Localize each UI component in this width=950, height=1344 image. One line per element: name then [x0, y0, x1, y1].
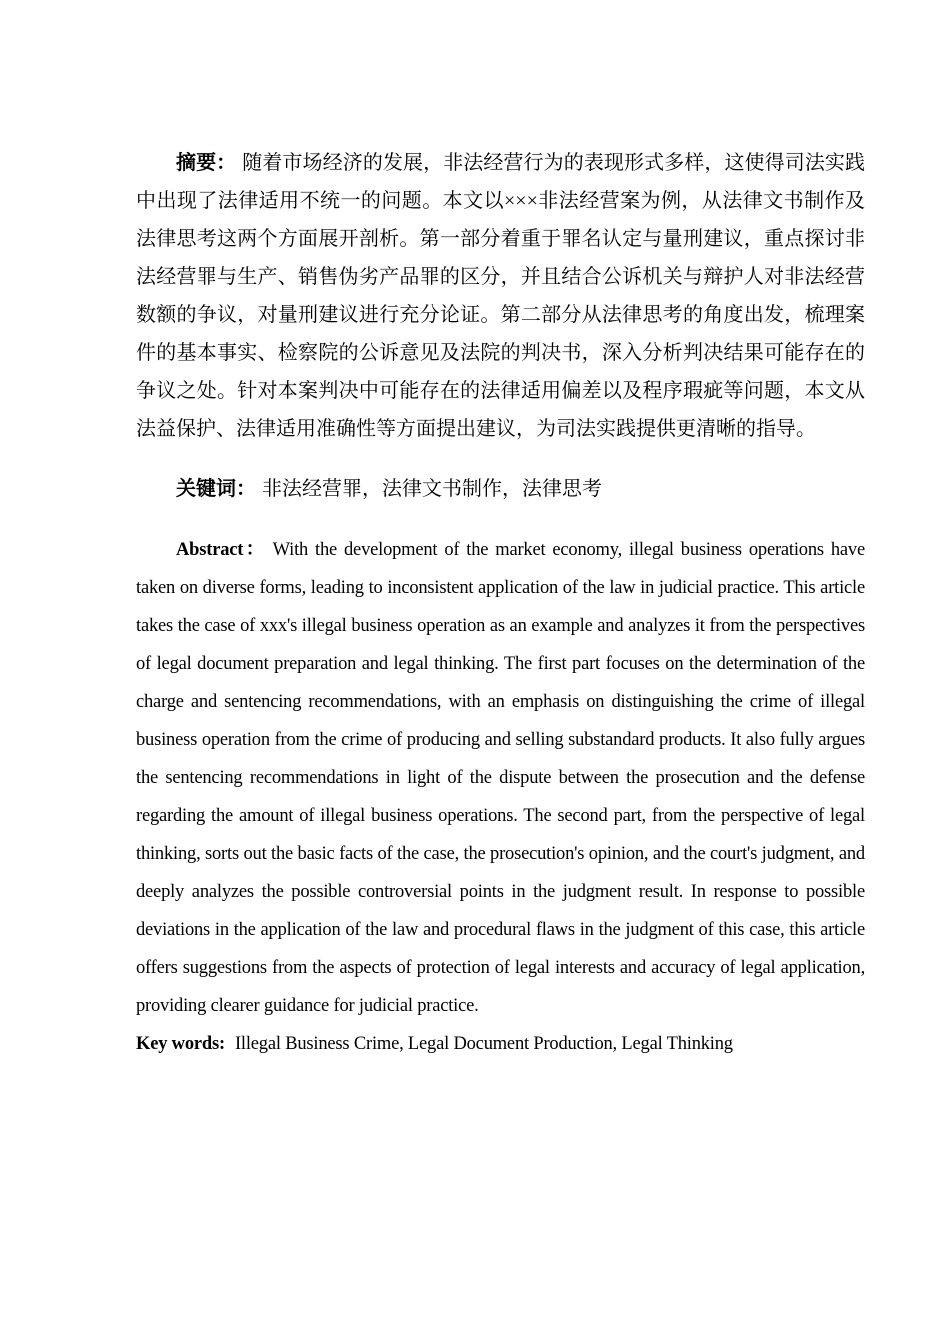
english-keywords-line [136, 1025, 865, 1063]
chinese-keywords-text: 非法经营罪，法律文书制作，法律思考 [262, 478, 602, 500]
english-keywords-label: Key words: [136, 1034, 225, 1054]
english-abstract-label: Abstract： [176, 540, 267, 560]
chinese-keywords-line [136, 470, 865, 508]
english-keywords-text: Illegal Business Crime, Legal Document Production, Legal Thinking [234, 1034, 733, 1054]
english-abstract-paragraph [136, 531, 865, 1025]
chinese-keywords-label: 关键词： [176, 478, 256, 500]
chinese-abstract-label: 摘要： [176, 152, 237, 174]
english-abstract-text: With the development of the market economy, illegal business operations have taken on diverse forms, leading to inconsistent application of the law in judicial practice. This article takes the case of xxx's illegal business operation as an example and analyzes it from the perspectives of legal document preparation and legal thinking. The first part focuses on the determination of the charge and sentencing recommendations, with an emphasis on distinguishing the crime of illegal business operation from the crime of producing and selling substandard products. It also fully argues the sentencing recommendations in light of the dispute between the prosecution and the defense regarding the amount of illegal business operations. The second part, from the perspective of legal thinking, sorts out the basic facts of the case, the prosecution's opinion, and the court's judgment, and deeply analyzes the possible controversial points in the judgment result. In response to possible deviations in the application of the law and procedural flaws in the judgment of this case, this article offers suggestions from the aspects of protection of legal interests and accuracy of legal application, providing clearer guidance for judicial practice. [136, 540, 865, 1016]
chinese-abstract-paragraph [136, 144, 865, 448]
chinese-abstract-text: 随着市场经济的发展，非法经营行为的表现形式多样，这使得司法实践中出现了法律适用不统一的问题。本文以×××非法经营案为例，从法律文书制作及法律思考这两个方面展开剖析。第一部分着重于罪名认定与量刑建议，重点探讨非法经营罪与生产、销售伪劣产品罪的区分，并且结合公诉机关与辩护人对非法经营数额的争议，对量刑建议进行充分论证。第二部分从法律思考的角度出发，梳理案件的基本事实、检察院的公诉意见及法院的判决书，深入分析判决结果可能存在的争议之处。针对本案判决中可能存在的法律适用偏差以及程序瑕疵等问题，本文从法益保护、法律适用准确性等方面提出建议，为司法实践提供更清晰的指导。 [136, 152, 866, 440]
